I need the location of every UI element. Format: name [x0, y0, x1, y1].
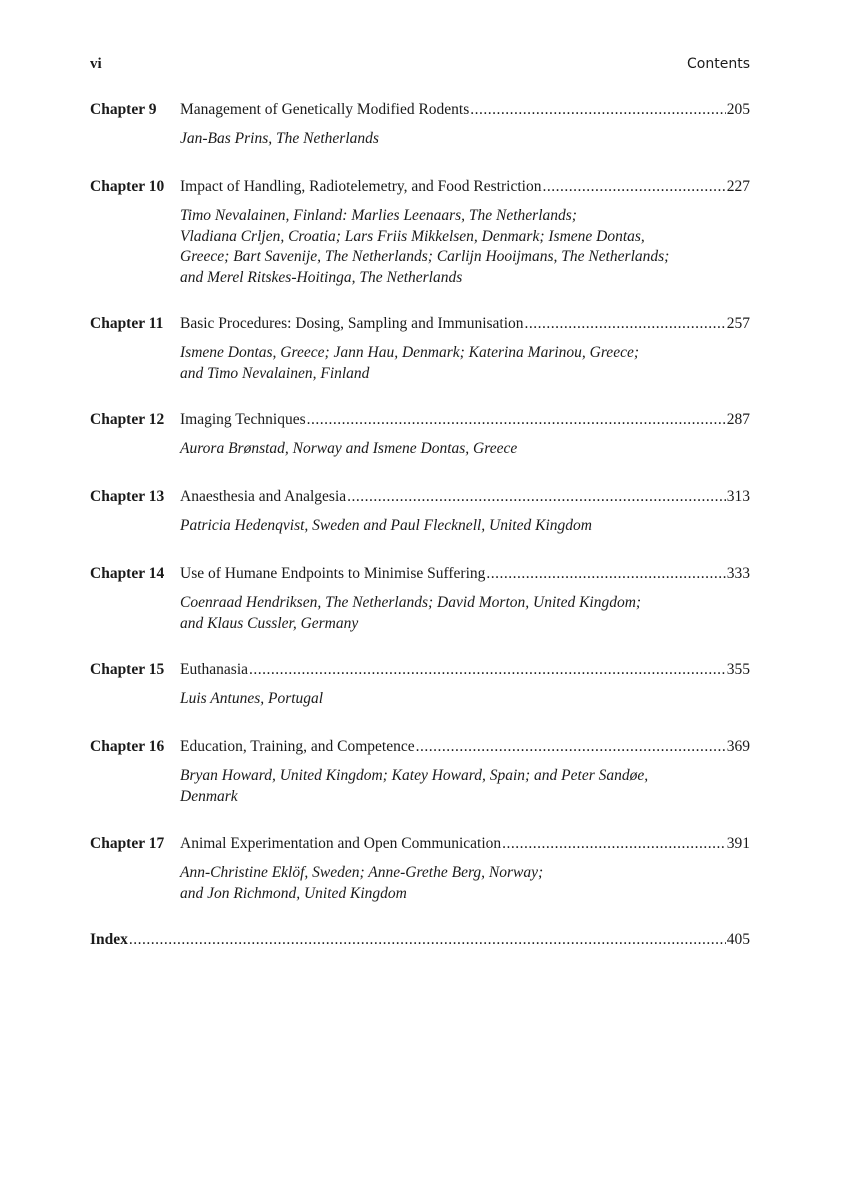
chapter-title: Use of Humane Endpoints to Minimise Suffering: [180, 565, 486, 582]
toc-entry-chapter-12: [90, 409, 750, 460]
dot-leader: [486, 563, 725, 585]
author-line: Greece; Bart Savenije, The Netherlands; Carlijn Hooijmans, The Netherlands;: [180, 248, 670, 265]
chapter-label: Chapter 11: [90, 315, 164, 332]
chapter-authors: [180, 689, 740, 710]
author-line: and Merel Ritskes-Hoitinga, The Netherlands: [180, 268, 463, 286]
author-line: Jan-Bas Prins, The Netherlands: [180, 130, 379, 147]
author-line: Luis Antunes, Portugal: [180, 690, 324, 707]
chapter-label: Chapter 16: [90, 738, 165, 755]
toc-entry-chapter-11: [90, 313, 750, 384]
running-head: [90, 56, 750, 76]
toc-entry-index: [90, 929, 750, 951]
author-line: and Jon Richmond, United Kingdom: [180, 884, 407, 902]
chapter-label: Chapter 17: [90, 835, 165, 852]
dot-leader: [307, 409, 726, 431]
chapter-title: Imaging Techniques: [180, 411, 306, 428]
dot-leader: [502, 833, 726, 855]
author-line: Aurora Brønstad, Norway and Ismene Dontas, Greece: [180, 440, 518, 457]
chapter-label: Chapter 14: [90, 565, 165, 582]
author-line: Denmark: [180, 787, 238, 805]
toc-entry-chapter-15: [90, 659, 750, 710]
dot-leader: [470, 99, 725, 121]
chapter-label: Chapter 10: [90, 178, 165, 195]
dot-leader: [525, 313, 726, 335]
chapter-authors: [180, 766, 740, 807]
dot-leader: [249, 659, 726, 681]
page-number: 257: [726, 315, 750, 332]
chapter-title: Management of Genetically Modified Rodents: [180, 101, 470, 118]
toc-entry-chapter-16: [90, 736, 750, 807]
toc-entry-chapter-9: [90, 99, 750, 150]
page-number: 355: [726, 661, 750, 678]
page-number: 227: [726, 178, 750, 195]
chapter-authors: [180, 593, 740, 634]
chapter-label: Chapter 12: [90, 411, 165, 428]
page-number: 205: [726, 101, 750, 118]
toc-page: [90, 0, 750, 1200]
chapter-title: Education, Training, and Competence: [180, 738, 415, 755]
page-number: 333: [726, 565, 750, 582]
dot-leader: [542, 176, 725, 198]
chapter-title: Euthanasia: [180, 661, 249, 678]
chapter-authors: [180, 516, 740, 537]
chapter-label: Chapter 9: [90, 101, 157, 118]
author-line: and Timo Nevalainen, Finland: [180, 364, 370, 382]
dot-leader: [129, 929, 726, 951]
chapter-authors: [180, 206, 740, 288]
chapter-authors: [180, 129, 740, 150]
chapter-authors: [180, 343, 740, 384]
author-line: Ann-Christine Eklöf, Sweden; Anne-Grethe Berg, Norway;: [180, 864, 544, 881]
author-line: Vladiana Crljen, Croatia; Lars Friis Mikkelsen, Denmark; Ismene Dontas,: [180, 227, 645, 245]
chapter-title: Animal Experimentation and Open Communication: [180, 835, 502, 852]
chapter-title: Impact of Handling, Radiotelemetry, and Food Restriction: [180, 178, 542, 195]
chapter-authors: [180, 439, 740, 460]
toc-entry-chapter-14: [90, 563, 750, 634]
author-line: Bryan Howard, United Kingdom; Katey Howard, Spain; and Peter Sandøe,: [180, 767, 649, 784]
running-head-title: Contents: [687, 56, 750, 72]
page-number: 369: [726, 738, 750, 755]
author-line: Ismene Dontas, Greece; Jann Hau, Denmark; Katerina Marinou, Greece;: [180, 344, 639, 361]
page-number: 313: [726, 488, 750, 505]
chapter-label: Chapter 15: [90, 661, 165, 678]
page-number: 391: [726, 835, 750, 852]
toc-entry-chapter-13: [90, 486, 750, 537]
page-folio: vi: [90, 56, 102, 72]
chapter-label: Chapter 13: [90, 488, 165, 505]
author-line: Coenraad Hendriksen, The Netherlands; David Morton, United Kingdom;: [180, 594, 642, 611]
dot-leader: [416, 736, 726, 758]
chapter-title: Basic Procedures: Dosing, Sampling and Immunisation: [180, 315, 524, 332]
toc-entry-chapter-10: [90, 176, 750, 288]
chapter-title: Anaesthesia and Analgesia: [180, 488, 347, 505]
author-line: and Klaus Cussler, Germany: [180, 614, 359, 632]
author-line: Timo Nevalainen, Finland: Marlies Leenaars, The Netherlands;: [180, 207, 577, 224]
index-label: Index: [90, 931, 128, 948]
dot-leader: [347, 486, 726, 508]
author-line: Patricia Hedenqvist, Sweden and Paul Flecknell, United Kingdom: [180, 517, 592, 534]
chapter-authors: [180, 863, 740, 904]
page-number: 405: [726, 931, 750, 948]
toc-entry-chapter-17: [90, 833, 750, 904]
page-number: 287: [726, 411, 750, 428]
